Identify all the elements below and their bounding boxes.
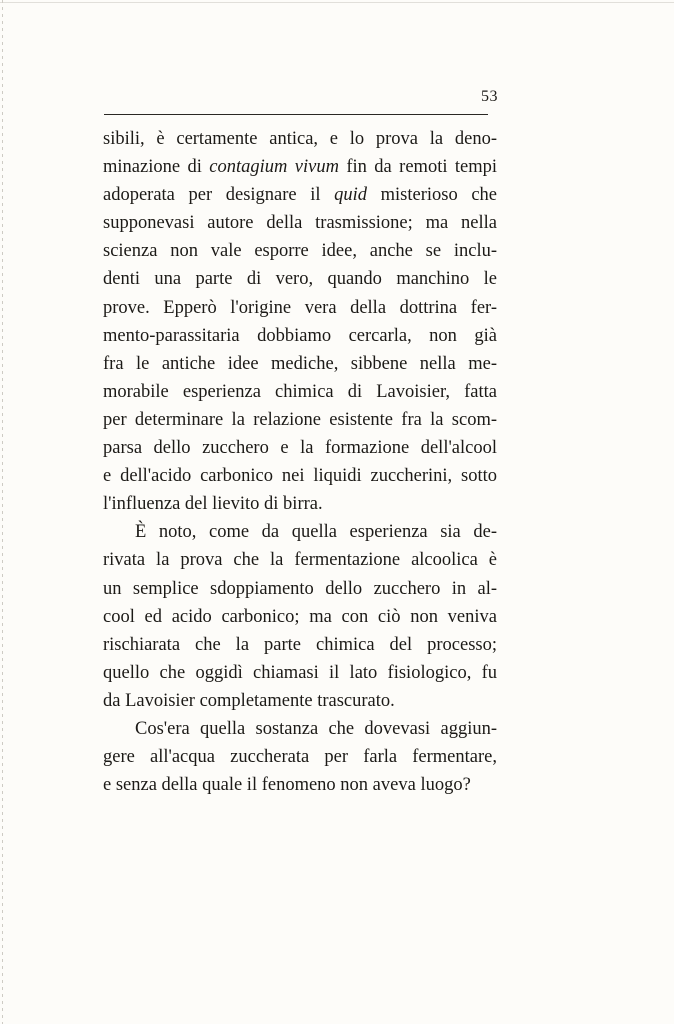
- text-line: È noto, come da quella esperienza sia de-: [135, 522, 497, 543]
- text-line: quello che oggidì chiamasi il lato fisiologico, fu: [103, 662, 497, 683]
- text-line: supponevasi autore della trasmissione; ma nella: [103, 213, 497, 234]
- text-line: per determinare la relazione esistente fra la scom-: [103, 409, 497, 430]
- text-line: prove. Epperò l'origine vera della dottrina fer-: [103, 297, 497, 318]
- text-line: e dell'acido carbonico nei liquidi zuccherini, sotto: [103, 466, 497, 487]
- text-line: da Lavoisier completamente trascurato.: [103, 690, 395, 711]
- page-edge-top: [0, 2, 674, 3]
- page-number: 53: [481, 88, 498, 105]
- header-rule: [104, 114, 488, 115]
- text-line: cool ed acido carbonico; ma con ciò non veniva: [103, 606, 497, 627]
- text-line: parsa dello zucchero e la formazione dell'alcool: [103, 438, 497, 459]
- text-line: e senza della quale il fenomeno non aveva luogo?: [103, 775, 471, 796]
- text-line: adoperata per designare il quid misterioso che: [103, 185, 497, 206]
- text-line: rischiarata che la parte chimica del processo;: [103, 634, 497, 655]
- text-line: denti una parte di vero, quando manchino le: [103, 269, 497, 290]
- page-edge-left: [2, 0, 3, 1024]
- text-line: un semplice sdoppiamento dello zucchero in al-: [103, 578, 497, 599]
- text-line: Cos'era quella sostanza che dovevasi aggiun-: [135, 718, 497, 739]
- text-line: l'influenza del lievito di birra.: [103, 494, 323, 515]
- text-line: fra le antiche idee mediche, sibbene nella me-: [103, 353, 497, 374]
- text-line: minazione di contagium vivum fin da remoti tempi: [103, 157, 497, 178]
- paragraph: [103, 518, 497, 715]
- text-line: morabile esperienza chimica di Lavoisier, fatta: [103, 381, 497, 402]
- body-text: [103, 125, 497, 799]
- paragraph: [103, 125, 497, 518]
- text-line: rivata la prova che la fermentazione alcoolica è: [103, 550, 497, 571]
- text-line: scienza non vale esporre idee, anche se inclu-: [103, 241, 497, 262]
- text-line: gere all'acqua zuccherata per farla fermentare,: [103, 747, 497, 768]
- paragraph: [103, 715, 497, 799]
- text-line: sibili, è certamente antica, e lo prova la deno-: [103, 129, 497, 149]
- text-line: mento-parassitaria dobbiamo cercarla, non già: [103, 325, 497, 346]
